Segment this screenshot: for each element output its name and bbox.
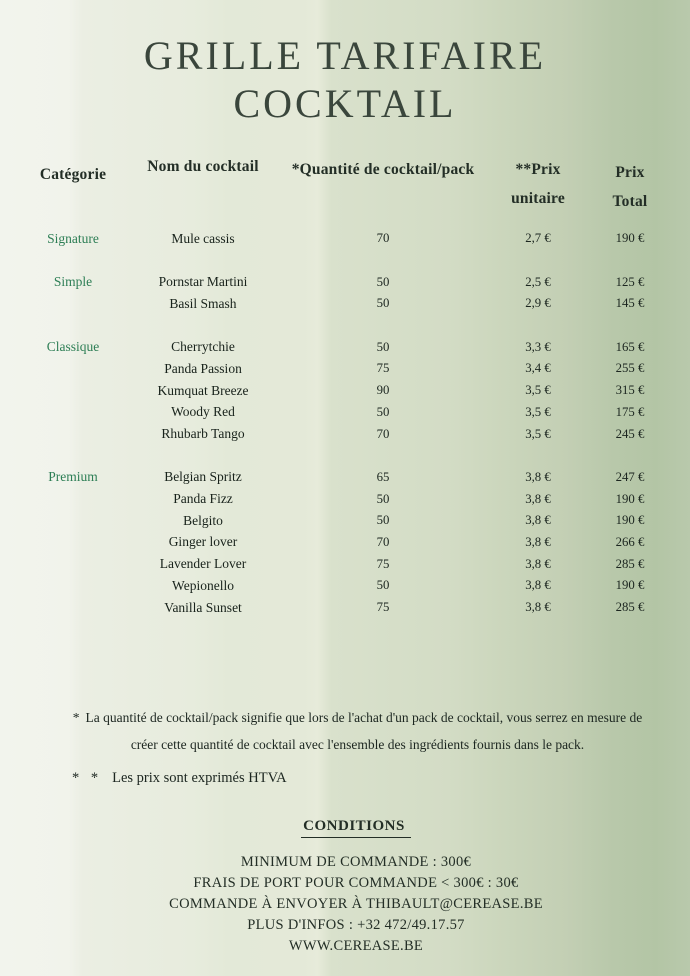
cocktail-unit-price: 2,9 € (525, 296, 551, 311)
cocktail-name: Woody Red (171, 404, 235, 420)
cocktail-quantity: 50 (376, 404, 390, 419)
cocktail-name: Lavender Lover (159, 556, 247, 572)
header-category: Catégorie (39, 166, 107, 183)
cocktail-unit-price: 3,4 € (525, 361, 551, 376)
category-group-signature (0, 228, 690, 250)
category-label: Premium (48, 469, 98, 485)
cocktail-total-price: 266 € (615, 534, 645, 549)
header-cocktail-name: Nom du cocktail (147, 158, 259, 175)
cocktail-unit-price: 3,5 € (525, 383, 551, 398)
cocktail-total-price: 190 € (615, 231, 645, 246)
conditions-line: FRAIS DE PORT POUR COMMANDE < 300€ : 30€ (193, 875, 519, 891)
page-title-line1: GRILLE TARIFAIRE (143, 33, 547, 78)
cocktail-unit-price: 3,3 € (525, 339, 551, 354)
category-group-simple (0, 271, 690, 314)
cocktail-unit-price: 3,8 € (525, 600, 551, 615)
cocktail-total-price: 245 € (615, 426, 645, 441)
header-unit-price: **Prix unitaire (511, 161, 565, 207)
cocktail-name: Pornstar Martini (158, 274, 248, 290)
cocktail-name: Wepionello (172, 577, 234, 593)
cocktail-quantity: 50 (376, 274, 390, 289)
table-row (146, 336, 690, 358)
category-group-premium (0, 467, 690, 619)
cocktail-total-price: 247 € (615, 469, 645, 484)
table-row (146, 575, 690, 597)
cocktail-unit-price: 2,5 € (525, 274, 551, 289)
cocktail-quantity: 90 (376, 383, 390, 398)
cocktail-total-price: 190 € (615, 513, 645, 528)
cocktail-total-price: 315 € (615, 383, 645, 398)
cocktail-name: Kumquat Breeze (157, 382, 249, 398)
cocktail-unit-price: 2,7 € (525, 231, 551, 246)
cocktail-total-price: 145 € (615, 296, 645, 311)
cocktail-quantity: 75 (376, 600, 390, 615)
cocktail-total-price: 190 € (615, 578, 645, 593)
cocktail-quantity: 75 (376, 556, 390, 571)
table-row (146, 467, 690, 489)
price-table-body (0, 228, 690, 618)
table-row (146, 358, 690, 380)
cocktail-unit-price: 3,8 € (525, 469, 551, 484)
cocktail-name: Mule cassis (171, 230, 235, 246)
conditions-lines (22, 855, 690, 954)
table-row (146, 532, 690, 554)
table-row (146, 380, 690, 402)
cocktail-unit-price: 3,8 € (525, 534, 551, 549)
cocktail-quantity: 50 (376, 578, 390, 593)
category-group-classique (0, 336, 690, 444)
page-title (0, 32, 690, 128)
footnotes (0, 704, 690, 787)
cocktail-unit-price: 3,8 € (525, 513, 551, 528)
cocktail-quantity: 70 (376, 231, 390, 246)
category-label: Signature (47, 230, 99, 246)
cocktail-name: Rhubarb Tango (161, 426, 245, 442)
table-row (146, 488, 690, 510)
cocktail-name: Panda Fizz (173, 491, 233, 507)
cocktail-total-price: 175 € (615, 404, 645, 419)
cocktail-unit-price: 3,8 € (525, 491, 551, 506)
conditions-section (0, 817, 690, 960)
cocktail-total-price: 125 € (615, 274, 645, 289)
footnote-pack-quantity (70, 704, 645, 758)
cocktail-quantity: 70 (376, 534, 390, 549)
cocktail-total-price: 285 € (615, 600, 645, 615)
cocktail-quantity: 50 (376, 296, 390, 311)
header-quantity: *Quantité de cocktail/pack (291, 161, 475, 178)
table-row (146, 228, 690, 250)
cocktail-name: Basil Smash (169, 295, 237, 311)
table-header (0, 151, 690, 216)
category-label: Classique (46, 339, 100, 355)
cocktail-name: Belgian Spritz (164, 469, 242, 485)
page-title-line2: COCKTAIL (233, 81, 457, 126)
cocktail-total-price: 190 € (615, 491, 645, 506)
footnote-htva (72, 770, 690, 787)
cocktail-unit-price: 3,5 € (525, 426, 551, 441)
header-total-price: Prix Total (612, 164, 648, 210)
cocktail-total-price: 255 € (615, 361, 645, 376)
cocktail-total-price: 165 € (615, 339, 645, 354)
table-row (146, 402, 690, 424)
table-row (146, 423, 690, 445)
cocktail-quantity: 50 (376, 513, 390, 528)
conditions-line: PLUS D'INFOS : +32 472/49.17.57 (247, 917, 465, 933)
table-row (146, 553, 690, 575)
cocktail-name: Vanilla Sunset (164, 599, 242, 615)
category-label: Simple (53, 274, 93, 290)
table-row (146, 271, 690, 293)
conditions-line: MINIMUM DE COMMANDE : 300€ (240, 854, 472, 870)
footnote-marker-1: * (72, 710, 80, 725)
footnote-text-2: Les prix sont exprimés HTVA (112, 770, 287, 786)
cocktail-name: Panda Passion (164, 360, 242, 376)
cocktail-unit-price: 3,8 € (525, 556, 551, 571)
table-row (146, 510, 690, 532)
table-row (146, 293, 690, 315)
cocktail-quantity: 70 (376, 426, 390, 441)
cocktail-unit-price: 3,5 € (525, 404, 551, 419)
cocktail-name: Belgito (183, 512, 223, 528)
footnote-marker-2: * * (72, 770, 103, 786)
cocktail-quantity: 50 (376, 491, 390, 506)
cocktail-name: Cherrytchie (171, 339, 235, 355)
cocktail-unit-price: 3,8 € (525, 578, 551, 593)
conditions-heading: CONDITIONS (301, 818, 411, 838)
table-row (146, 597, 690, 619)
conditions-line: COMMANDE À ENVOYER À THIBAULT@CEREASE.BE (169, 896, 543, 912)
conditions-line: WWW.CEREASE.BE (288, 938, 424, 954)
cocktail-quantity: 75 (376, 361, 390, 376)
group-rows (0, 467, 690, 619)
cocktail-quantity: 50 (376, 339, 390, 354)
cocktail-name: Ginger lover (168, 534, 238, 550)
cocktail-quantity: 65 (376, 469, 390, 484)
cocktail-total-price: 285 € (615, 556, 645, 571)
footnote-text-1: La quantité de cocktail/pack signifie que lors de l'achat d'un pack de cocktail, vous serrez en mesure de créer cette quantité de cocktail avec l'ensemble des ingrédients fournis dans le pack. (85, 710, 643, 752)
